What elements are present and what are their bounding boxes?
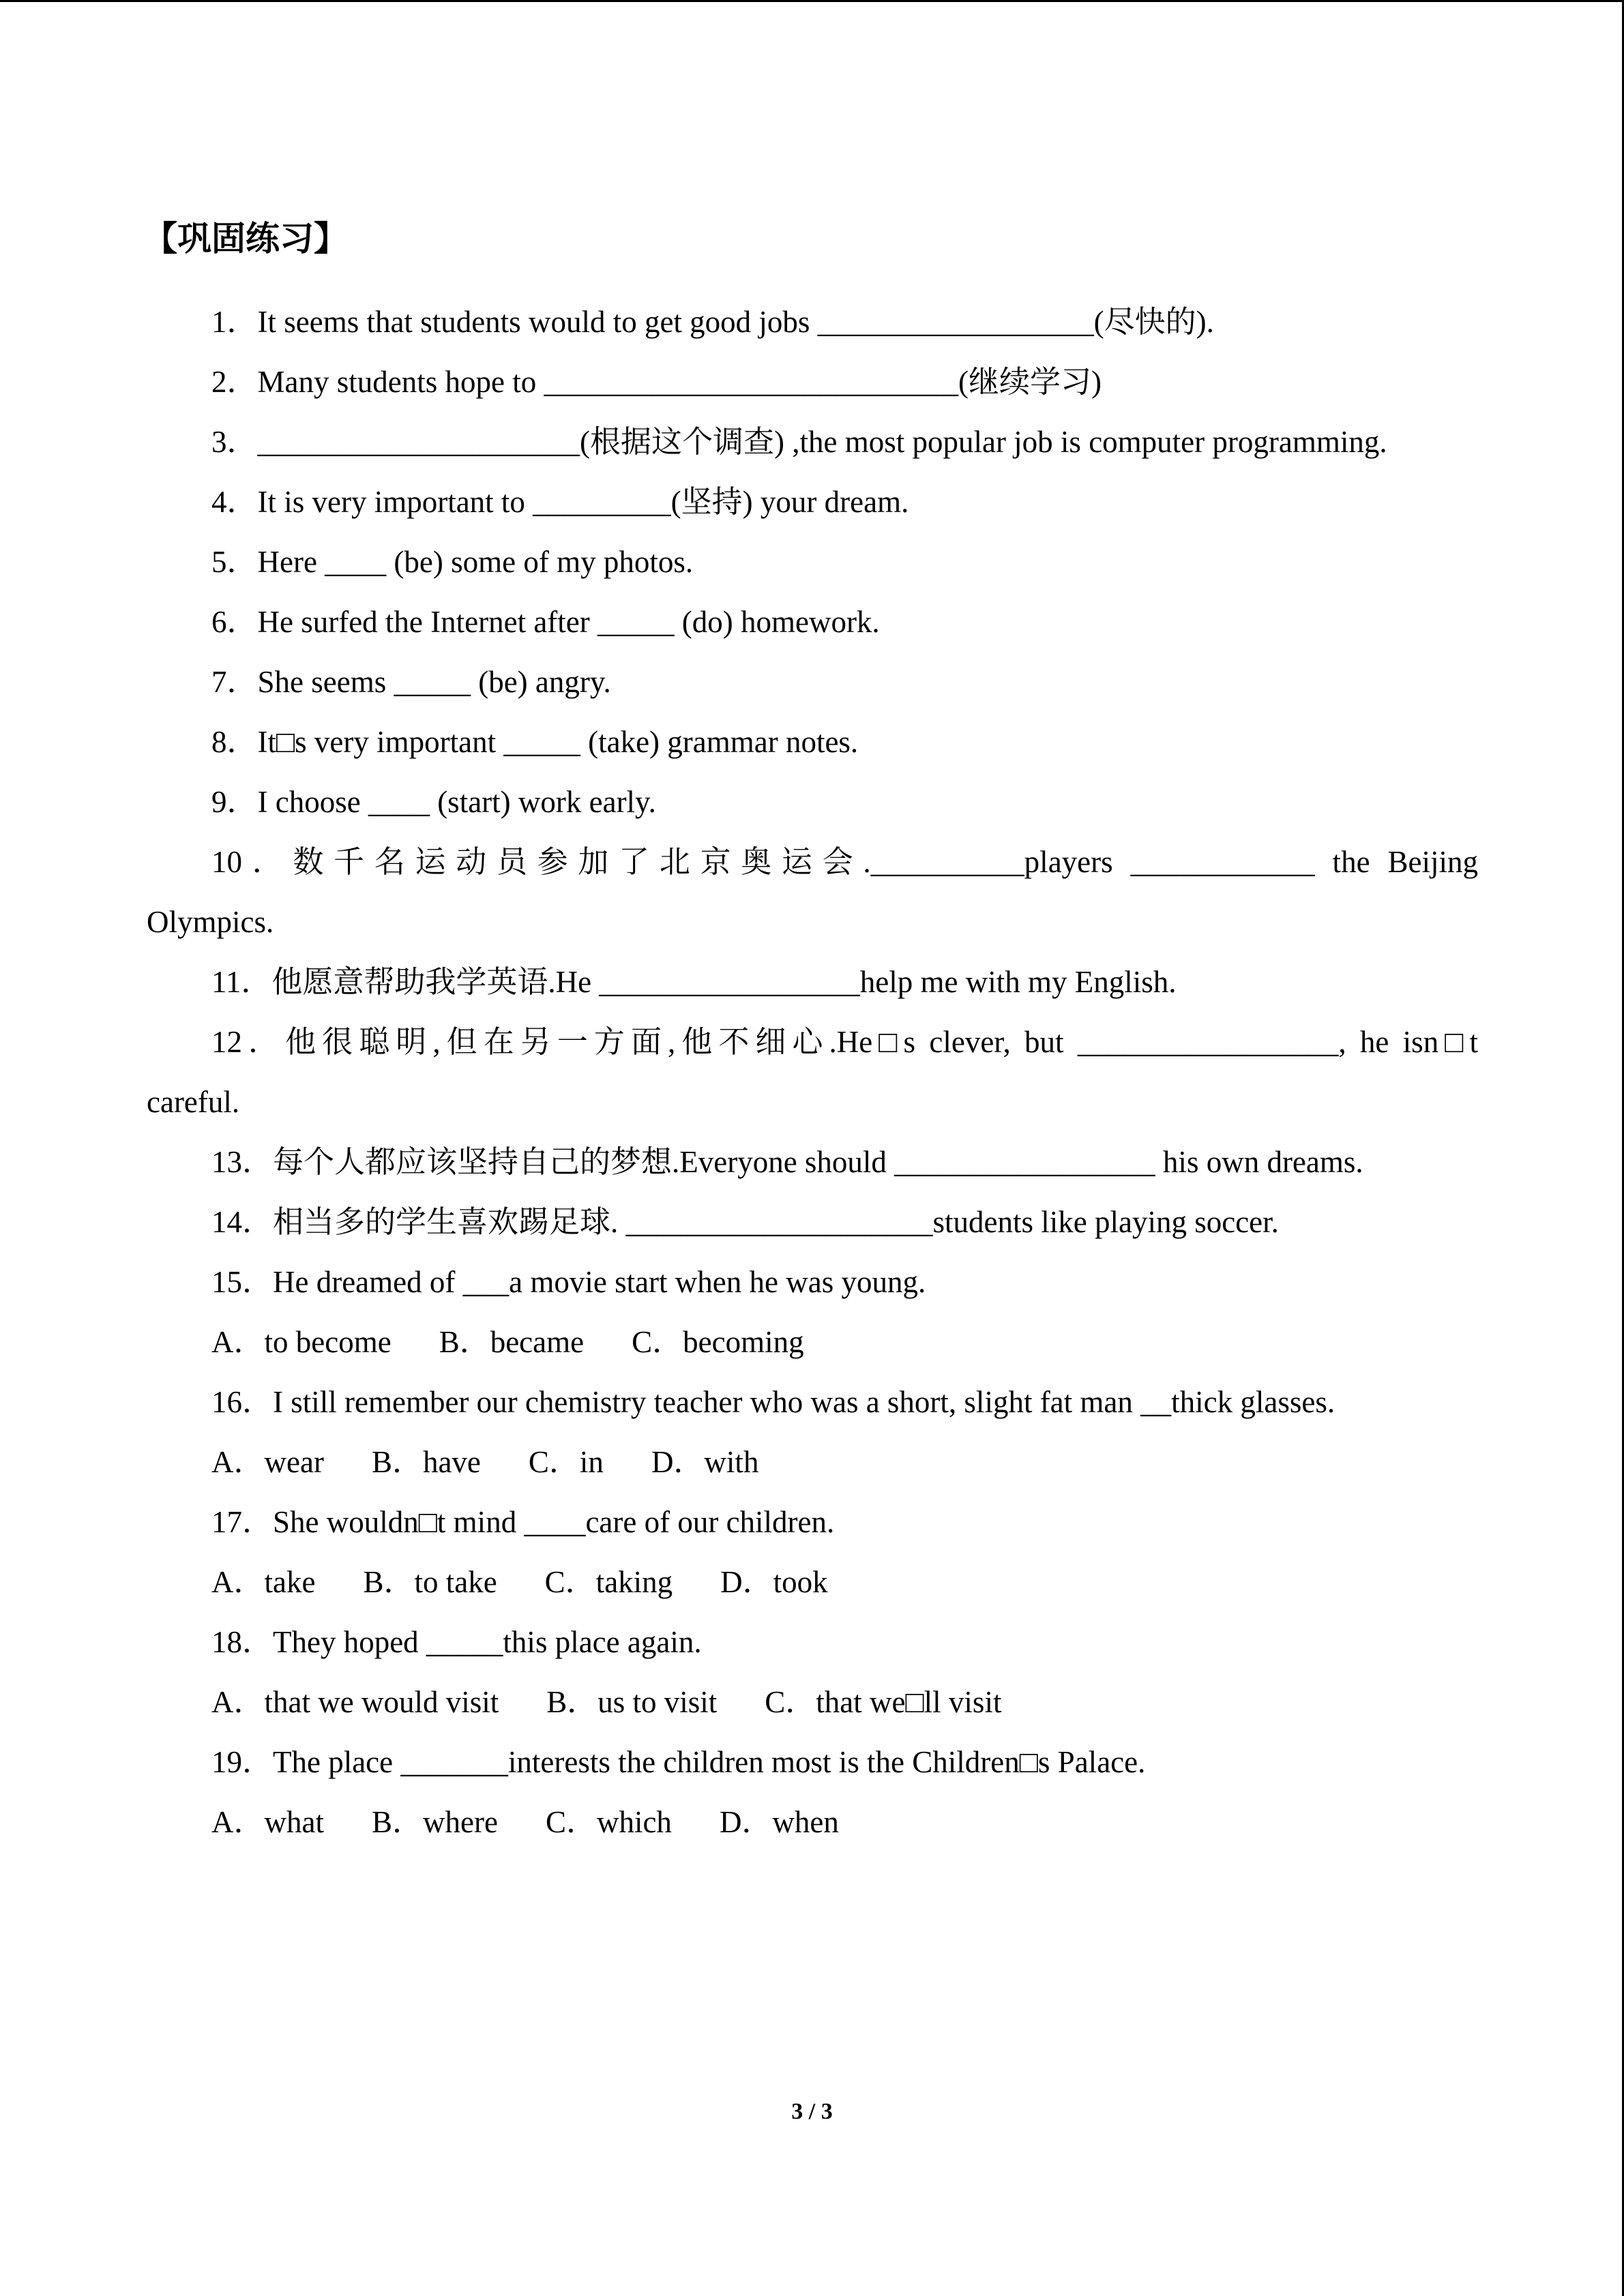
question-3: 3．_____________________(根据这个调查) ,the most popular job is computer programming. [211, 425, 1387, 459]
question-19-options [147, 1792, 1478, 1852]
option: C．becoming [632, 1325, 804, 1359]
question-19: 19．The place _______interests the children most is the Children□s Palace. [211, 1745, 1146, 1779]
question-12-line-2: careful. [147, 1085, 240, 1119]
option: C．that we□ll visit [765, 1685, 1002, 1719]
option: B．became [439, 1325, 585, 1359]
option: B．to take [363, 1565, 497, 1599]
option: C．in [528, 1445, 604, 1479]
option: A．to become [211, 1325, 392, 1359]
question-5: 5．Here ____ (be) some of my photos. [211, 545, 694, 579]
option: D．took [720, 1565, 828, 1599]
option: C．taking [544, 1565, 673, 1599]
question-8: 8．It□s very important _____ (take) grammar notes. [211, 725, 859, 759]
option: C．which [545, 1805, 672, 1839]
question-9: 9．I choose ____ (start) work early. [211, 785, 656, 819]
question-17: 17．She wouldn□t mind ____care of our children. [211, 1505, 835, 1539]
option: B．where [371, 1805, 498, 1839]
option: A．that we would visit [211, 1685, 499, 1719]
question-15: 15．He dreamed of ___a movie start when he was young. [211, 1265, 926, 1299]
question-12-line-1: 12．他很聪明,但在另一方面,他不细心.He□s clever, but _________________, he isn□t [211, 1025, 1478, 1059]
question-2: 2．Many students hope to ___________________________(继续学习) [211, 365, 1102, 399]
question-17-options [147, 1552, 1478, 1612]
question-18-options [147, 1672, 1478, 1732]
option: B．us to visit [546, 1685, 718, 1719]
question-14: 14．相当多的学生喜欢踢足球. ____________________students like playing soccer. [211, 1205, 1279, 1239]
question-7: 7．She seems _____ (be) angry. [211, 665, 611, 699]
option: B．have [371, 1445, 481, 1479]
question-15-options [147, 1312, 1478, 1372]
question-13: 13．每个人都应该坚持自己的梦想.Everyone should _________________ his own dreams. [211, 1145, 1363, 1179]
question-16: 16．I still remember our chemistry teacher who was a short, slight fat man __thick glasses. [211, 1385, 1335, 1419]
option: A．what [211, 1805, 324, 1839]
exercise-list [147, 292, 1478, 1852]
option: A．wear [211, 1445, 324, 1479]
question-6: 6．He surfed the Internet after _____ (do) homework. [211, 605, 880, 639]
option: D．with [651, 1445, 759, 1479]
question-10-line-2: Olympics. [147, 905, 274, 939]
question-18: 18．They hoped _____this place again. [211, 1625, 702, 1659]
page-number: 3 / 3 [791, 2099, 833, 2124]
question-10-line-1: 10．数千名运动员参加了北京奥运会.__________players ____________ the Beijing [211, 845, 1478, 879]
question-4: 4．It is very important to _________(坚持) your dream. [211, 485, 909, 519]
section-heading: 【巩固练习】 [143, 219, 348, 258]
option: D．when [719, 1805, 839, 1839]
question-11: 11．他愿意帮助我学英语.He _________________help me with my English. [211, 965, 1177, 999]
question-1: 1．It seems that students would to get good jobs __________________(尽快的). [211, 305, 1214, 339]
option: A．take [211, 1565, 316, 1599]
question-16-options [147, 1432, 1478, 1492]
